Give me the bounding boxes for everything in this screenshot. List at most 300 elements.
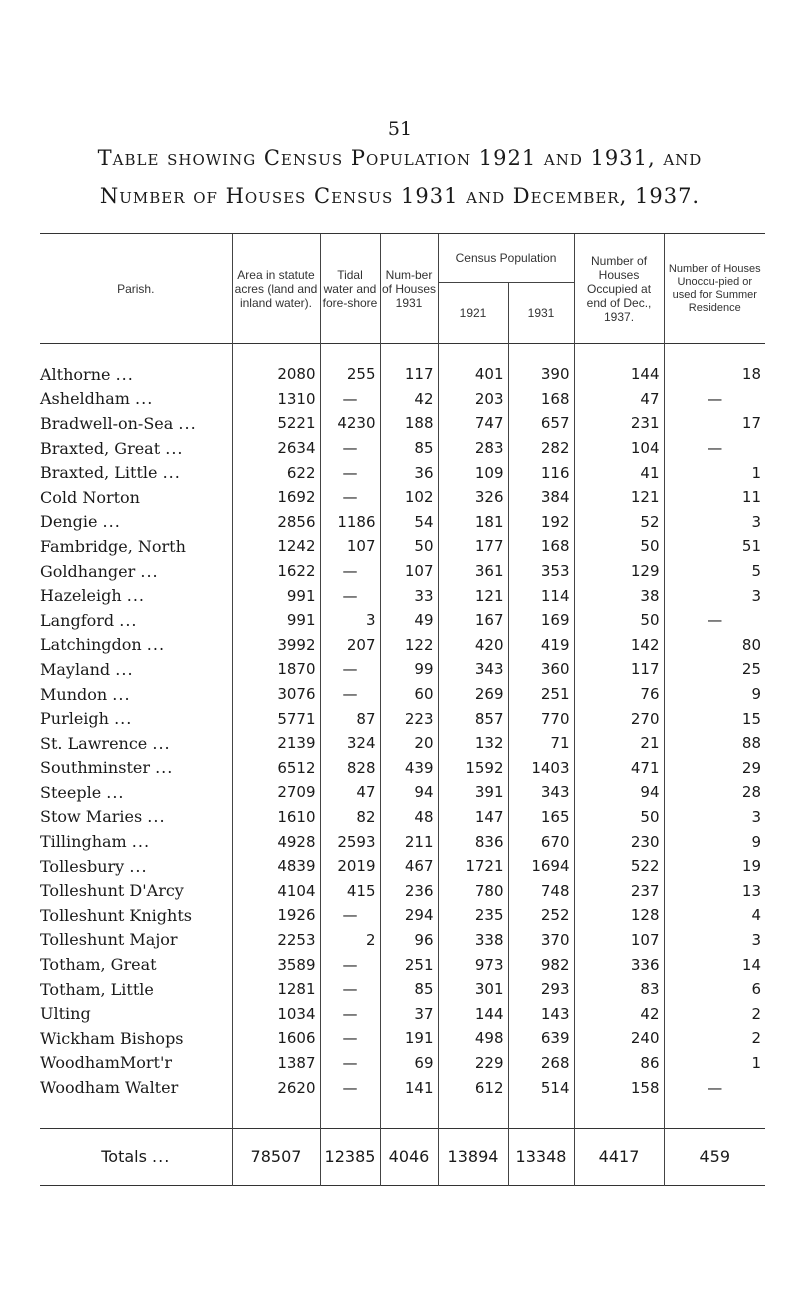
occupied-cell: 471 [574,756,664,781]
parish-cell [40,706,232,731]
parish-name: Althorne [40,364,111,384]
unoccupied-cell: 1 [664,460,765,485]
header-parish: Parish. [40,234,232,344]
table-row [40,731,765,756]
parish-name: Purleigh [40,709,109,729]
unoccupied-cell: 25 [664,657,765,682]
population-1921-cell: 144 [438,1001,508,1026]
parish-cell [40,829,232,854]
census-table [40,233,765,1186]
tidal-cell: — [320,903,380,928]
population-1931-cell: 192 [508,510,574,535]
area-cell: 2080 [232,362,320,387]
tidal-cell: — [320,436,380,461]
parish-cell [40,510,232,535]
unoccupied-cell: 15 [664,706,765,731]
population-1921-cell: 361 [438,559,508,584]
parish-cell [40,903,232,928]
tidal-cell: 324 [320,731,380,756]
census-table-container [40,233,765,1186]
parish-name: Tolleshunt D'Arcy [40,881,184,901]
tidal-cell: — [320,1001,380,1026]
parish-name: Bradwell-on-Sea [40,413,174,433]
unoccupied-cell: 3 [664,805,765,830]
totals-row [40,1128,765,1185]
population-1921-cell: 109 [438,460,508,485]
parish-cell [40,485,232,510]
houses-1931-cell: 102 [380,485,438,510]
area-cell: 3076 [232,682,320,707]
occupied-cell: 231 [574,411,664,436]
unoccupied-cell: 18 [664,362,765,387]
table-row [40,411,765,436]
table-row [40,878,765,903]
table-row [40,903,765,928]
parish-name: Tolleshunt Major [40,930,178,950]
houses-1931-cell: 48 [380,805,438,830]
tidal-cell: 2 [320,928,380,953]
parish-name: Fambridge, North [40,536,186,556]
tidal-cell: 2593 [320,829,380,854]
parish-cell [40,1026,232,1051]
occupied-cell: 21 [574,731,664,756]
population-1931-cell: 293 [508,977,574,1002]
population-1931-cell: 251 [508,682,574,707]
houses-1931-cell: 36 [380,460,438,485]
occupied-cell: 240 [574,1026,664,1051]
parish-cell [40,534,232,559]
parish-name: Cold Norton [40,487,140,507]
header-census-population: Census Population [438,234,574,283]
occupied-cell: 104 [574,436,664,461]
parish-cell [40,854,232,879]
parish-name: Hazeleigh [40,586,122,606]
parish-cell [40,1001,232,1026]
parish-name: Totham, Little [40,979,154,999]
unoccupied-cell: 13 [664,878,765,903]
table-row [40,854,765,879]
houses-1931-cell: 107 [380,559,438,584]
population-1921-cell: 147 [438,805,508,830]
population-1931-cell: 353 [508,559,574,584]
table-row [40,460,765,485]
table-row [40,485,765,510]
area-cell: 4104 [232,878,320,903]
parish-cell [40,1075,232,1100]
parish-name: Tolleshunt Knights [40,905,192,925]
tidal-cell: — [320,1051,380,1076]
occupied-cell: 270 [574,706,664,731]
area-cell: 1692 [232,485,320,510]
occupied-cell: 128 [574,903,664,928]
unoccupied-cell: 14 [664,952,765,977]
population-1931-cell: 165 [508,805,574,830]
population-1931-cell: 168 [508,387,574,412]
table-row [40,805,765,830]
area-cell: 4928 [232,829,320,854]
population-1921-cell: 498 [438,1026,508,1051]
area-cell: 1034 [232,1001,320,1026]
tidal-cell: 47 [320,780,380,805]
parish-cell [40,460,232,485]
tidal-cell: — [320,1026,380,1051]
houses-1931-cell: 69 [380,1051,438,1076]
leader-dots: ... [165,438,184,458]
parish-name: Tillingham [40,832,127,852]
houses-1931-cell: 85 [380,436,438,461]
tidal-cell: 207 [320,633,380,658]
unoccupied-cell: 29 [664,756,765,781]
leader-dots: ... [114,709,133,729]
tidal-cell: — [320,657,380,682]
leader-dots: ... [112,684,131,704]
table-row [40,608,765,633]
occupied-cell: 76 [574,682,664,707]
houses-1931-cell: 117 [380,362,438,387]
population-1931-cell: 268 [508,1051,574,1076]
leader-dots: ... [162,463,181,483]
occupied-cell: 121 [574,485,664,510]
houses-1931-cell: 94 [380,780,438,805]
unoccupied-cell: 51 [664,534,765,559]
parish-name: Goldhanger [40,561,136,581]
houses-1931-cell: 251 [380,952,438,977]
parish-cell [40,559,232,584]
table-header [40,234,765,344]
leader-dots: ... [146,635,166,655]
parish-cell [40,362,232,387]
unoccupied-cell: 9 [664,829,765,854]
houses-1931-cell: 294 [380,903,438,928]
table-row [40,1001,765,1026]
header-year-1921: 1921 [438,283,508,344]
unoccupied-cell: 28 [664,780,765,805]
occupied-cell: 41 [574,460,664,485]
population-1931-cell: 360 [508,657,574,682]
totals-label-cell [40,1128,232,1185]
totals-label: Totals [101,1147,147,1167]
leader-dots: ... [129,856,148,876]
occupied-cell: 47 [574,387,664,412]
table-row [40,928,765,953]
occupied-cell: 237 [574,878,664,903]
houses-1931-cell: 96 [380,928,438,953]
table-row [40,559,765,584]
houses-1931-cell: 42 [380,387,438,412]
parish-name: Totham, Great [40,955,157,975]
header-houses-unoccupied: Number of Houses Unoccu-pied or used for Summer Residence [664,234,765,344]
parish-cell [40,977,232,1002]
parish-cell [40,805,232,830]
parish-name: WoodhamMort'r [40,1053,173,1073]
population-1921-cell: 121 [438,583,508,608]
unoccupied-cell: 88 [664,731,765,756]
parish-cell [40,952,232,977]
parish-name: Braxted, Little [40,463,158,483]
tidal-cell: — [320,460,380,485]
area-cell: 1610 [232,805,320,830]
occupied-cell: 117 [574,657,664,682]
population-1921-cell: 132 [438,731,508,756]
population-1931-cell: 343 [508,780,574,805]
leader-dots: ... [102,512,121,532]
houses-1931-cell: 223 [380,706,438,731]
parish-cell [40,657,232,682]
parish-cell [40,878,232,903]
population-1931-cell: 748 [508,878,574,903]
area-cell: 1310 [232,387,320,412]
tidal-cell: 87 [320,706,380,731]
area-cell: 2253 [232,928,320,953]
population-1921-cell: 973 [438,952,508,977]
population-1931-cell: 1403 [508,756,574,781]
table-row [40,977,765,1002]
leader-dots: ... [119,610,138,630]
unoccupied-cell: 2 [664,1001,765,1026]
unoccupied-cell: 3 [664,928,765,953]
population-1921-cell: 780 [438,878,508,903]
area-cell: 1242 [232,534,320,559]
table-row [40,1026,765,1051]
leader-dots: ... [126,586,145,606]
population-1931-cell: 116 [508,460,574,485]
population-1921-cell: 420 [438,633,508,658]
tidal-cell: 2019 [320,854,380,879]
occupied-cell: 144 [574,362,664,387]
population-1921-cell: 203 [438,387,508,412]
parish-name: Dengie [40,512,98,532]
tidal-cell: — [320,977,380,1002]
parish-name: Mundon [40,684,108,704]
houses-1931-cell: 60 [380,682,438,707]
population-1921-cell: 167 [438,608,508,633]
occupied-cell: 38 [574,583,664,608]
occupied-cell: 52 [574,510,664,535]
population-1931-cell: 419 [508,633,574,658]
unoccupied-cell: — [664,1075,765,1100]
table-row [40,780,765,805]
leader-dots: ... [140,561,159,581]
population-1931-cell: 514 [508,1075,574,1100]
leader-dots: ... [115,659,134,679]
houses-1931-cell: 191 [380,1026,438,1051]
area-cell: 1926 [232,903,320,928]
header-houses-occupied: Number of Houses Occupied at end of Dec., 1937. [574,234,664,344]
unoccupied-cell: 1 [664,1051,765,1076]
table-title-line-2: Number of Houses Census 1931 and December, 1937. [99,184,701,208]
parish-name: Langford [40,610,115,630]
tidal-cell: 828 [320,756,380,781]
parish-name: Braxted, Great [40,438,161,458]
area-cell: 1606 [232,1026,320,1051]
header-area: Area in statute acres (land and inland water). [232,234,320,344]
occupied-cell: 522 [574,854,664,879]
tidal-cell: — [320,387,380,412]
houses-1931-cell: 37 [380,1001,438,1026]
table-row [40,952,765,977]
parish-cell [40,633,232,658]
header-houses-1931: Num-ber of Houses 1931 [380,234,438,344]
population-1931-cell: 670 [508,829,574,854]
table-row [40,756,765,781]
occupied-cell: 42 [574,1001,664,1026]
houses-1931-cell: 54 [380,510,438,535]
table-row [40,1051,765,1076]
area-cell: 1622 [232,559,320,584]
tidal-cell: 1186 [320,510,380,535]
parish-name: Stow Maries [40,807,143,827]
unoccupied-cell: 6 [664,977,765,1002]
population-1931-cell: 770 [508,706,574,731]
total-houses-1931: 4046 [380,1128,438,1185]
leader-dots: ... [152,733,171,753]
population-1921-cell: 269 [438,682,508,707]
parish-name: Woodham Walter [40,1078,179,1098]
parish-cell [40,411,232,436]
population-1931-cell: 1694 [508,854,574,879]
parish-name: St. Lawrence [40,733,148,753]
houses-1931-cell: 99 [380,657,438,682]
table-row [40,682,765,707]
population-1921-cell: 338 [438,928,508,953]
table-row [40,362,765,387]
area-cell: 2620 [232,1075,320,1100]
tidal-cell: 4230 [320,411,380,436]
population-1921-cell: 612 [438,1075,508,1100]
unoccupied-cell: 19 [664,854,765,879]
occupied-cell: 230 [574,829,664,854]
population-1921-cell: 235 [438,903,508,928]
houses-1931-cell: 122 [380,633,438,658]
population-1931-cell: 114 [508,583,574,608]
unoccupied-cell: 3 [664,510,765,535]
parish-cell [40,928,232,953]
parish-cell [40,387,232,412]
unoccupied-cell: 3 [664,583,765,608]
population-1931-cell: 252 [508,903,574,928]
occupied-cell: 129 [574,559,664,584]
area-cell: 991 [232,608,320,633]
population-1921-cell: 343 [438,657,508,682]
leader-dots: ... [115,364,134,384]
totals-leader-dots: ... [152,1147,171,1167]
population-1921-cell: 747 [438,411,508,436]
unoccupied-cell: 17 [664,411,765,436]
parish-name: Mayland [40,659,111,679]
unoccupied-cell: 9 [664,682,765,707]
tidal-cell: 82 [320,805,380,830]
population-1931-cell: 282 [508,436,574,461]
population-1931-cell: 169 [508,608,574,633]
parish-name: Ulting [40,1004,91,1024]
population-1921-cell: 1592 [438,756,508,781]
total-area: 78507 [232,1128,320,1185]
parish-cell [40,583,232,608]
houses-1931-cell: 439 [380,756,438,781]
area-cell: 2634 [232,436,320,461]
leader-dots: ... [106,782,125,802]
total-tidal: 12385 [320,1128,380,1185]
parish-cell [40,756,232,781]
population-1931-cell: 390 [508,362,574,387]
houses-1931-cell: 141 [380,1075,438,1100]
population-1921-cell: 401 [438,362,508,387]
parish-name: Asheldham [40,389,130,409]
parish-cell [40,436,232,461]
houses-1931-cell: 85 [380,977,438,1002]
table-row [40,657,765,682]
population-1921-cell: 326 [438,485,508,510]
tidal-cell: 415 [320,878,380,903]
table-row [40,583,765,608]
tidal-cell: 255 [320,362,380,387]
occupied-cell: 83 [574,977,664,1002]
tidal-cell: 3 [320,608,380,633]
parish-cell [40,731,232,756]
area-cell: 3589 [232,952,320,977]
area-cell: 2856 [232,510,320,535]
header-year-1931: 1931 [508,283,574,344]
parish-cell [40,682,232,707]
unoccupied-cell: 5 [664,559,765,584]
occupied-cell: 50 [574,805,664,830]
leader-dots: ... [178,413,197,433]
population-1921-cell: 301 [438,977,508,1002]
area-cell: 4839 [232,854,320,879]
occupied-cell: 86 [574,1051,664,1076]
leader-dots: ... [155,758,174,778]
area-cell: 2139 [232,731,320,756]
population-1931-cell: 71 [508,731,574,756]
parish-name: Southminster [40,758,150,778]
table-row [40,829,765,854]
parish-name: Wickham Bishops [40,1028,184,1048]
houses-1931-cell: 188 [380,411,438,436]
leader-dots: ... [147,807,166,827]
population-1921-cell: 229 [438,1051,508,1076]
population-1931-cell: 143 [508,1001,574,1026]
parish-name: Steeple [40,782,102,802]
population-1931-cell: 982 [508,952,574,977]
area-cell: 1870 [232,657,320,682]
tidal-cell: — [320,682,380,707]
unoccupied-cell: 11 [664,485,765,510]
occupied-cell: 50 [574,608,664,633]
table-row [40,633,765,658]
tidal-cell: — [320,952,380,977]
area-cell: 622 [232,460,320,485]
unoccupied-cell: 4 [664,903,765,928]
population-1921-cell: 391 [438,780,508,805]
leader-dots: ... [131,832,151,852]
table-row [40,1075,765,1100]
tidal-cell: — [320,1075,380,1100]
houses-1931-cell: 50 [380,534,438,559]
parish-name: Latchingdon [40,635,142,655]
parish-cell [40,608,232,633]
table-row [40,436,765,461]
houses-1931-cell: 467 [380,854,438,879]
occupied-cell: 336 [574,952,664,977]
occupied-cell: 94 [574,780,664,805]
area-cell: 991 [232,583,320,608]
tidal-cell: 107 [320,534,380,559]
parish-cell [40,1051,232,1076]
area-cell: 1387 [232,1051,320,1076]
occupied-cell: 158 [574,1075,664,1100]
population-1921-cell: 283 [438,436,508,461]
population-1921-cell: 177 [438,534,508,559]
